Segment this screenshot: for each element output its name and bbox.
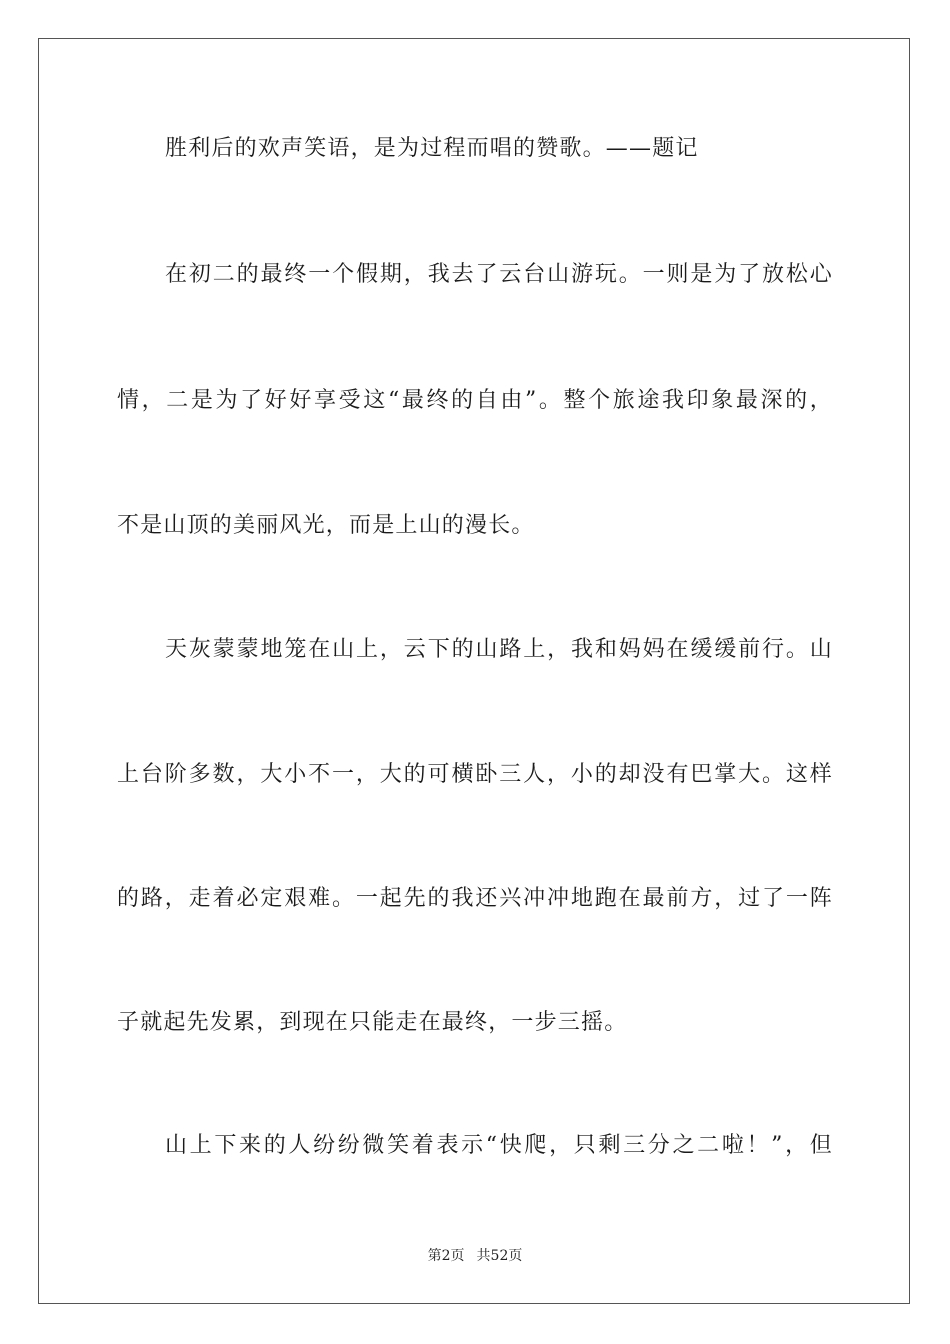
paragraph-1-line-3: 不是山顶的美丽风光，而是上山的漫长。 <box>117 513 535 538</box>
paragraph-3-line-1: 山上下来的人纷纷微笑着表示“快爬，只剩三分之二啦！”，但 <box>165 1133 833 1158</box>
paragraph-1-line-1: 在初二的最终一个假期，我去了云台山游玩。一则是为了放松心 <box>165 262 833 287</box>
page-border <box>38 38 910 1304</box>
paragraph-2-line-4: 子就起先发累，到现在只能走在最终，一步三摇。 <box>117 1010 628 1035</box>
total-pages: 共52页 <box>476 1248 523 1264</box>
paragraph-2-line-3: 的路，走着必定艰难。一起先的我还兴冲冲地跑在最前方，过了一阵 <box>117 886 833 911</box>
paragraph-2-line-2: 上台阶多数，大小不一，大的可横卧三人，小的却没有巴掌大。这样 <box>117 762 833 787</box>
page-footer <box>0 1246 950 1266</box>
paragraph-1-line-2: 情，二是为了好好享受这“最终的自由”。整个旅途我印象最深的， <box>117 388 833 413</box>
paragraph-2-line-1: 天灰蒙蒙地笼在山上，云下的山路上，我和妈妈在缓缓前行。山 <box>165 637 833 662</box>
page-number: 第2页 <box>427 1248 465 1264</box>
epigraph-line: 胜利后的欢声笑语，是为过程而唱的赞歌。——题记 <box>165 136 699 161</box>
